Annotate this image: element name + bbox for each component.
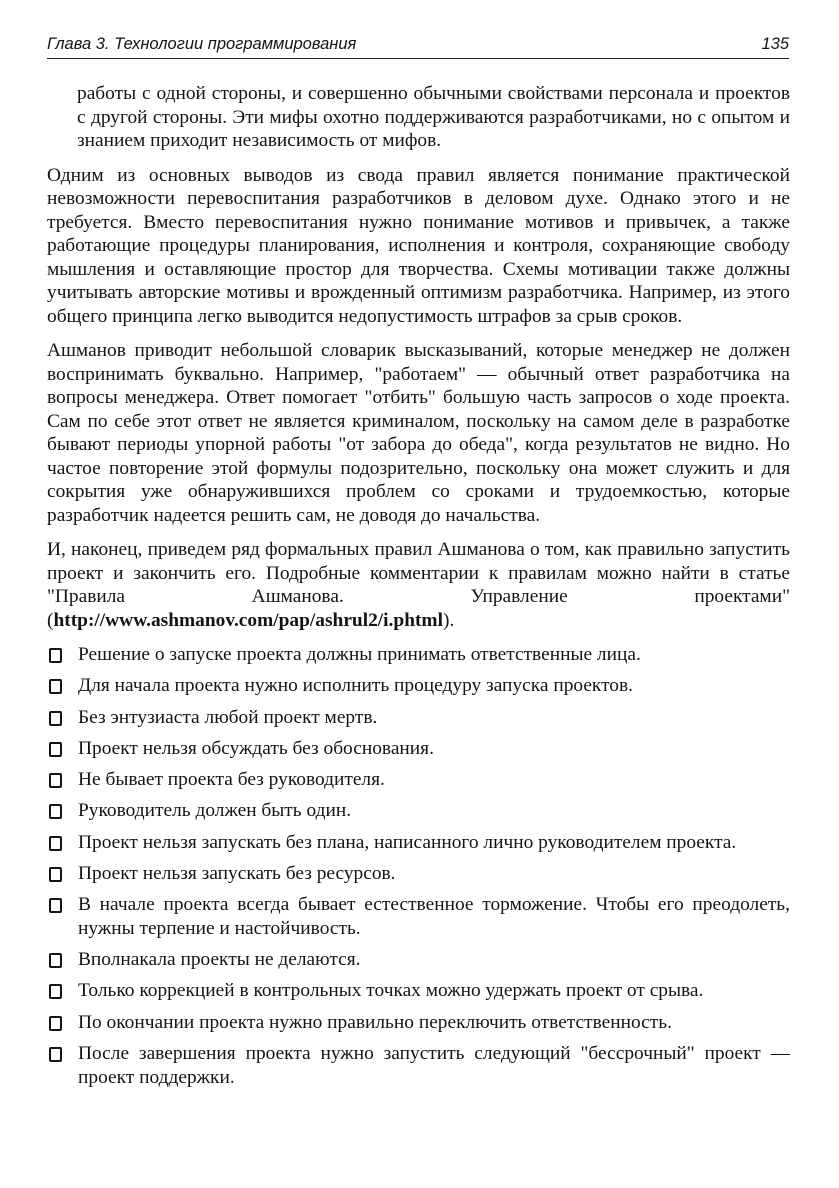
rule-text: Руководитель должен быть один.	[78, 800, 352, 822]
checkbox-bullet-icon	[49, 953, 62, 968]
rule-text: Проект нельзя запускать без плана, написанного лично руководителем проекта.	[78, 831, 737, 853]
rule-text: Вполнакала проекты не делаются.	[78, 949, 361, 971]
checkbox-bullet-icon	[49, 984, 62, 999]
checkbox-bullet-icon	[49, 679, 62, 694]
list-item	[47, 643, 790, 667]
rules-list	[47, 643, 790, 1089]
list-item	[47, 768, 790, 792]
paragraph-rules-intro	[47, 538, 790, 632]
rules-intro-end: ).	[442, 609, 455, 631]
page-number: 135	[761, 35, 789, 53]
chapter-title: Глава 3. Технологии программирования	[47, 35, 357, 53]
checkbox-bullet-icon	[49, 773, 62, 788]
list-item	[47, 1042, 790, 1089]
list-item	[47, 831, 790, 855]
page-header	[47, 32, 789, 59]
rule-text: Без энтузиаста любой проект мертв.	[78, 706, 378, 728]
page-body	[47, 82, 790, 1097]
checkbox-bullet-icon	[49, 898, 62, 913]
continued-paragraph: работы с одной стороны, и совершенно обычными свойствами персонала и проектов с другой стороны. Эти мифы охотно поддерживаются разработчиками, но с опытом и знанием приходит независимость от мифов.	[77, 83, 790, 151]
list-item	[47, 948, 790, 972]
checkbox-bullet-icon	[49, 804, 62, 819]
checkbox-bullet-icon	[49, 711, 62, 726]
paragraph-conclusions: Одним из основных выводов из свода правил является понимание практической невозможности перевоспитания разработчиков в деловом духе. Однако этого и не требуется. Вместо перевоспитания нужно понимание мотивов и привычек, а также работающие процедуры планирования, исполнения и контроля, сохраняющие свободу мышления и оставляющие простор для творчества. Схемы мотивации также должны учитывать авторские мотивы и врожденный оптимизм разработчика. Например, из этого общего принципа легко выводится недопустимость штрафов за срыв сроков.	[47, 164, 790, 327]
rules-intro-text: И, наконец, приведем ряд формальных правил Ашманова о том, как правильно запустить проект и закончить его. Подробные комментарии к правилам можно найти в статье "Правила Ашманова. Управление проектами" (	[47, 539, 790, 631]
paragraph-vocabulary: Ашманов приводит небольшой словарик высказываний, которые менеджер не должен воспринимать буквально. Например, "работаем" — обычный ответ разработчика на вопросы менеджера. Ответ помогает "отбить" большую часть запросов о ходе проекта. Сам по себе этот ответ не является криминалом, поскольку на самом деле в разработке бывают периоды упорной работы "от забора до обеда", когда результатов не видно. Но частое повторение этой формулы подозрительно, поскольку она может служить и для сокрытия уже обнаружившихся проблем со сроками и трудоемкостью, которые разработчик надеется решить сам, не доводя до начальства.	[47, 340, 790, 526]
checkbox-bullet-icon	[49, 648, 62, 663]
checkbox-bullet-icon	[49, 1016, 62, 1031]
checkbox-bullet-icon	[49, 867, 62, 882]
list-item	[47, 1011, 790, 1035]
list-item	[47, 799, 790, 823]
list-item	[47, 862, 790, 886]
list-item	[47, 706, 790, 730]
list-item	[47, 674, 790, 698]
checkbox-bullet-icon	[49, 836, 62, 851]
article-url: http://www.ashmanov.com/pap/ashrul2/i.phtml	[53, 609, 443, 631]
rule-text: Проект нельзя обсуждать без обоснования.	[78, 737, 434, 759]
rule-text: После завершения проекта нужно запустить следующий "бессрочный" проект — проект поддержки.	[78, 1043, 790, 1088]
checkbox-bullet-icon	[49, 1047, 62, 1062]
checkbox-bullet-icon	[49, 742, 62, 757]
rule-text: Не бывает проекта без руководителя.	[78, 769, 385, 791]
rule-text: По окончании проекта нужно правильно переключить ответственность.	[78, 1011, 672, 1033]
list-item	[47, 979, 790, 1003]
rule-text: В начале проекта всегда бывает естественное торможение. Чтобы его преодолеть, нужны терпение и настойчивость.	[78, 894, 790, 939]
list-item	[47, 737, 790, 761]
rule-text: Только коррекцией в контрольных точках можно удержать проект от срыва.	[78, 980, 704, 1002]
rule-text: Для начала проекта нужно исполнить процедуру запуска проектов.	[78, 675, 634, 697]
rule-text: Проект нельзя запускать без ресурсов.	[78, 863, 396, 885]
list-item	[47, 893, 790, 940]
rule-text: Решение о запуске проекта должны принимать ответственные лица.	[78, 644, 641, 665]
